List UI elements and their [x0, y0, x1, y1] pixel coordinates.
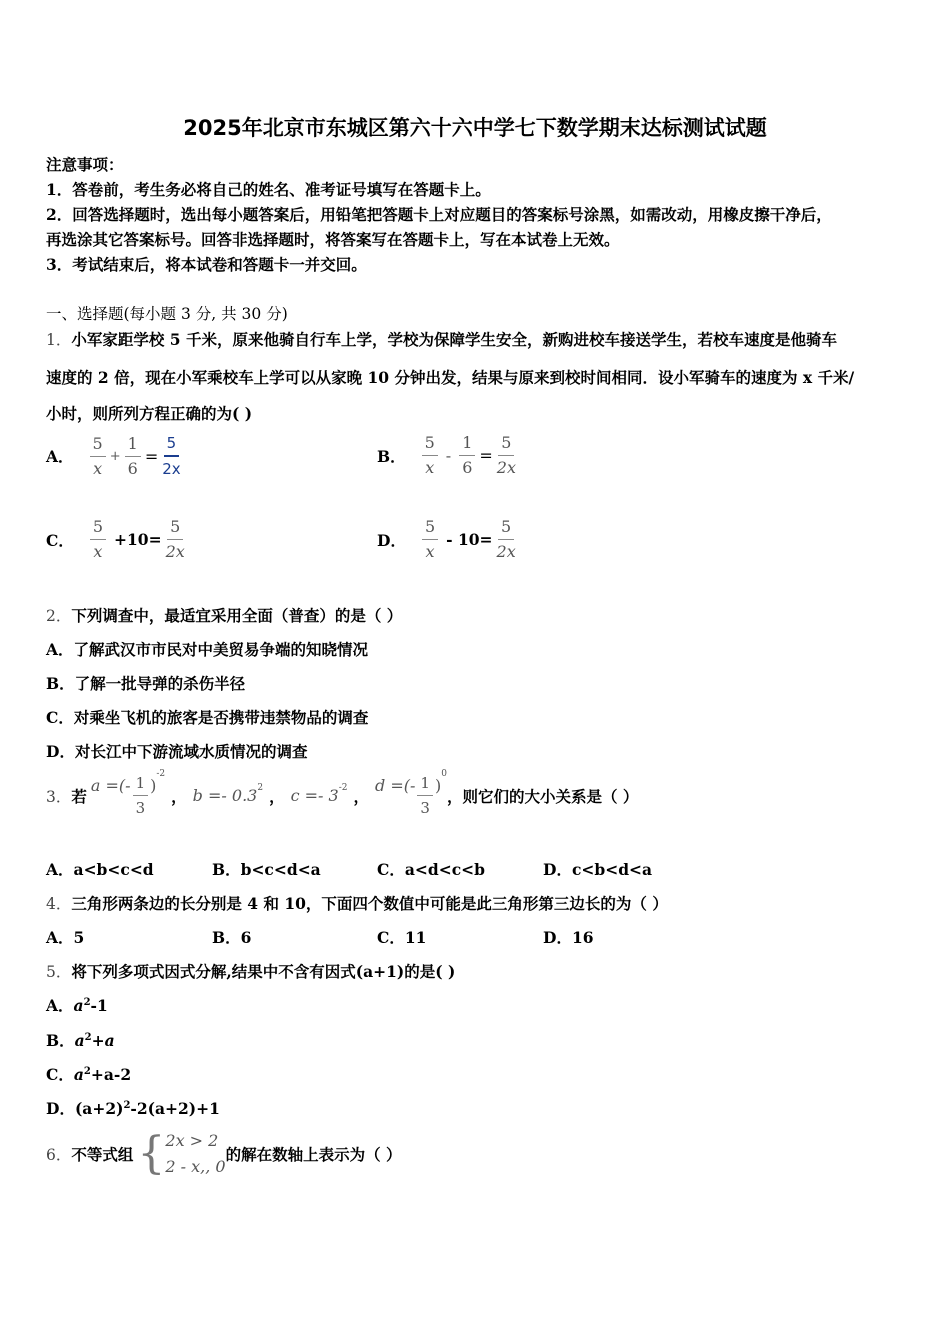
option-label: A． [46, 447, 74, 466]
operator: - [445, 446, 452, 465]
question-text: 不等式组 [71, 1145, 134, 1164]
question-5-stem [46, 960, 455, 982]
question-number: 6． [46, 1146, 72, 1164]
option-c[interactable]: C．$a^2+a-2$ [46, 1065, 132, 1084]
expr-d: d =(- [375, 776, 416, 795]
option-label: B． [377, 446, 406, 466]
notice-item: 再选涂其它答案标号。回答非选择题时，将答案写在答题卡上，写在本试卷上无效。 [46, 230, 620, 249]
exponent: -2 [338, 782, 348, 793]
option-d[interactable]: D．16 [543, 928, 594, 947]
fraction: $\frac{5}{x}$ [422, 434, 438, 477]
expr-c: c =- 3 [290, 786, 339, 805]
fraction: $\frac{1}{6}$ [459, 434, 475, 477]
notice-item: 3．考试结束后，将本试卷和答题卡一并交回。 [46, 255, 367, 274]
fraction: $\frac{5}{x}$ [90, 435, 106, 478]
inequality: 2x > 2 [165, 1131, 219, 1150]
exponent: -2 [156, 768, 166, 779]
option-b[interactable] [377, 434, 518, 477]
fraction: $\frac{1}{6}$ [125, 435, 141, 478]
question-1-line: 速度的 2 倍，现在小军乘校车上学可以从家晚 10 分钟出发，结果与原来到校时间相同．设小军骑车的速度为 x 千米/ [46, 368, 855, 387]
option-c[interactable]: C．对乘坐飞机的旅客是否携带违禁物品的调查 [46, 708, 369, 727]
separator: ， [269, 786, 285, 806]
option-label: D． [377, 530, 406, 550]
paren: ) [150, 776, 157, 795]
option-b[interactable]: B．$a^2+a$ [46, 1031, 115, 1050]
fraction: $\frac{5}{2x}$ [496, 433, 516, 477]
option-b[interactable]: B．b<c<d<a [212, 860, 321, 879]
fraction: $\frac{1}{3}$ [417, 774, 433, 817]
fraction: $\frac{5}{2x}$ [496, 517, 516, 561]
operator: + [109, 448, 121, 464]
option-label: C． [46, 530, 74, 550]
fraction: $\frac{1}{3}$ [133, 774, 149, 817]
separator: ， [353, 786, 370, 806]
brace: { [137, 1128, 166, 1179]
option-b[interactable]: B．了解一批导弹的杀伤半径 [46, 674, 246, 693]
expr-b: b =- 0.3 [192, 786, 258, 805]
page-title: 2025年北京市东城区第六十六中学七下数学期末达标测试试题 [183, 116, 767, 140]
fraction: $\frac{5}{x}$ [90, 518, 106, 561]
option-b[interactable]: B．6 [212, 928, 252, 947]
question-6-stem [46, 1128, 402, 1180]
question-text: 小军家距学校 5 千米，原来他骑自行车上学，学校为保障学生安全，新购进校车接送学生，若校车速度是他骑车 [71, 330, 837, 349]
option-c[interactable]: C．11 [377, 928, 427, 947]
inequality-system [165, 1128, 225, 1180]
question-2-stem [46, 604, 402, 626]
fraction: $\frac{5}{2x}$ [162, 434, 181, 478]
question-text: 下列调查中，最适宜采用全面（普查）的是（ ） [71, 606, 403, 625]
option-a[interactable]: A．了解武汉市市民对中美贸易争端的知晓情况 [46, 640, 369, 659]
question-number: 3． [46, 787, 72, 806]
option-d[interactable]: D．对长江中下游流域水质情况的调查 [46, 742, 308, 761]
equals: = [144, 446, 159, 466]
exponent: 0 [441, 768, 447, 779]
expr-a: a =(- [90, 776, 131, 795]
notice-heading: 注意事项： [46, 155, 124, 174]
notice-item: 2．回答选择题时，选出每小题答案后，用铅笔把答题卡上对应题目的答案标号涂黑，如需改动，用橡皮擦干净后， [46, 205, 832, 224]
option-d[interactable] [377, 518, 518, 561]
question-1-line [46, 328, 837, 350]
operator: - 10= [446, 530, 493, 549]
question-4-stem [46, 892, 668, 914]
question-number: 4． [46, 895, 72, 913]
paren: ) [434, 776, 442, 795]
option-a[interactable]: A．$a^2-1$ [46, 996, 108, 1015]
question-text: 三角形两条边的长分别是 4 和 10，下面四个数值中可能是此三角形第三边长的为（ ） [71, 894, 668, 913]
option-a[interactable] [46, 434, 183, 478]
equals: = [479, 446, 493, 465]
section-heading: 一、选择题(每小题 3 分, 共 30 分) [46, 305, 288, 323]
option-d[interactable]: D．c<b<d<a [543, 860, 653, 879]
option-c[interactable] [46, 518, 187, 561]
option-c[interactable]: C．a<d<c<b [377, 860, 485, 879]
fraction: $\frac{5}{x}$ [422, 518, 438, 561]
question-number: 2． [46, 607, 72, 625]
question-text: ，则它们的大小关系是（ ） [446, 786, 639, 806]
question-1-line: 小时，则所列方程正确的为( ) [46, 404, 253, 423]
option-a[interactable]: A．a<b<c<d [46, 860, 154, 879]
notice-item: 1．答卷前，考生务必将自己的姓名、准考证号填写在答题卡上。 [46, 180, 491, 199]
option-a[interactable]: A．5 [46, 928, 85, 947]
question-text: 若 [71, 786, 87, 806]
question-text: 将下列多项式因式分解,结果中不含有因式(a+1)的是( ) [71, 962, 456, 981]
question-3-stem [46, 768, 639, 817]
operator: +10= [114, 530, 162, 549]
exponent: 2 [257, 782, 264, 793]
option-d[interactable]: D．$(a+2)^2-2(a+2)+1$ [46, 1099, 220, 1118]
question-number: 1． [46, 331, 72, 349]
separator: ， [171, 786, 187, 806]
fraction: $\frac{5}{2x}$ [165, 517, 185, 561]
question-text: 的解在数轴上表示为（ ） [225, 1145, 402, 1164]
inequality: 2 - x,, 0 [165, 1157, 226, 1176]
question-number: 5． [46, 963, 72, 981]
